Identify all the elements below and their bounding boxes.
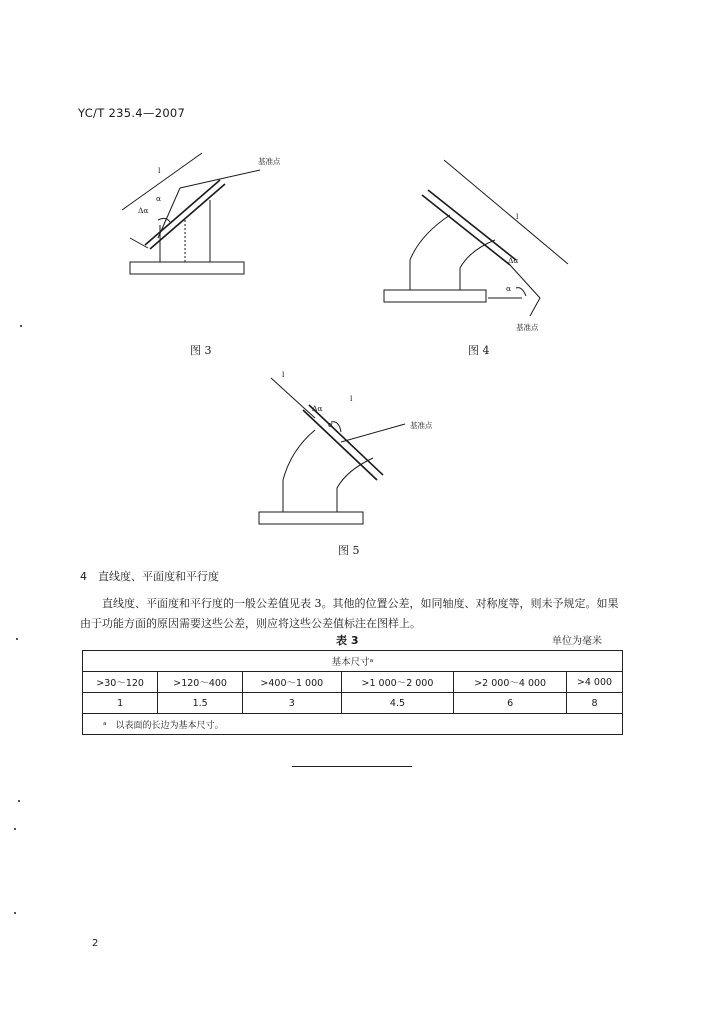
table-footnote: ᵃ 以表面的长边为基本尺寸。 [83,714,623,735]
fig4-leader [530,298,540,316]
fig5-ruler [303,410,377,480]
fig5-l-label-left: l [282,370,285,379]
fig5-base-flange [259,512,363,524]
table-footnote-row [83,714,623,735]
table-row [83,693,623,714]
scan-speck [16,638,18,640]
table-column-header: >2 000～4 000 [454,672,567,693]
table-column-header: >400～1 000 [242,672,341,693]
section-title: 4 直线度、平面度和平行度 [80,570,219,583]
fig3-delta-alpha-label: Δα [138,206,149,215]
fig4-alpha-label: α [506,284,512,293]
fig4-base-flange [384,290,486,302]
table-cell: 3 [242,693,341,714]
scan-speck [20,325,22,327]
table-cell: 1 [83,693,158,714]
fig5-caption: 图 5 [338,544,360,557]
fig5-delta-alpha-label: Δα [312,404,323,413]
fig4-elbow-outer [410,215,450,290]
fig4-l-label: l [516,212,519,221]
fig3-l-label: l [158,166,161,175]
fig3-alpha-label: α [156,194,162,203]
table-cell: 6 [454,693,567,714]
table-group-header-row [83,651,623,672]
fig3-ruler [145,180,220,245]
fig3-dim-l [122,153,202,210]
end-rule [292,766,412,767]
fig3-base-flange [130,262,244,274]
tolerance-table [82,650,623,735]
fig5-leader [341,424,405,442]
table-column-header: >120～400 [158,672,243,693]
fig5-alpha-label: α [328,420,334,429]
fig3-caption: 图 3 [190,344,212,357]
table-column-header: >1 000～2 000 [341,672,454,693]
fig5-elbow-inner [337,458,373,512]
fig4-delta-alpha-label: Δα [508,256,519,265]
table-header-row [83,672,623,693]
fig4-ruler [422,195,510,265]
fig5-ref-point-label: 基准点 [410,421,433,430]
table-cell: 8 [567,693,623,714]
table-column-header: >4 000 [567,672,623,693]
page-number: 2 [92,938,99,949]
table-group-header: 基本尺寸ᵃ [83,651,623,672]
fig4-caption: 图 4 [468,344,490,357]
fig5-l-label-right: l [350,394,353,403]
figure-4-drawing [380,140,580,330]
standard-code: YC/T 235.4—2007 [78,106,186,120]
fig4-dim-l [444,160,568,264]
table-cell: 1.5 [158,693,243,714]
fig3-leader [180,170,260,188]
table-column-header: >30～120 [83,672,158,693]
fig5-elbow-outer [283,430,315,512]
table-unit: 单位为毫米 [552,636,602,647]
scan-speck [18,800,20,802]
figure-3-drawing [110,150,290,280]
table-title: 表 3 [336,634,359,647]
fig4-ref-point-label: 基准点 [516,323,539,332]
scan-speck [14,912,16,914]
scan-speck [14,828,16,830]
fig3-ref-point-label: 基准点 [258,157,281,166]
figure-5-drawing [255,370,425,530]
table-cell: 4.5 [341,693,454,714]
section-paragraph: 直线度、平面度和平行度的一般公差值见表 3。其他的位置公差，如同轴度、对称度等，则未予规定。如果由于功能方面的原因需要这些公差，则应将这些公差值标注在图样上。 [80,597,619,630]
fig4-elbow-inner [460,240,495,290]
